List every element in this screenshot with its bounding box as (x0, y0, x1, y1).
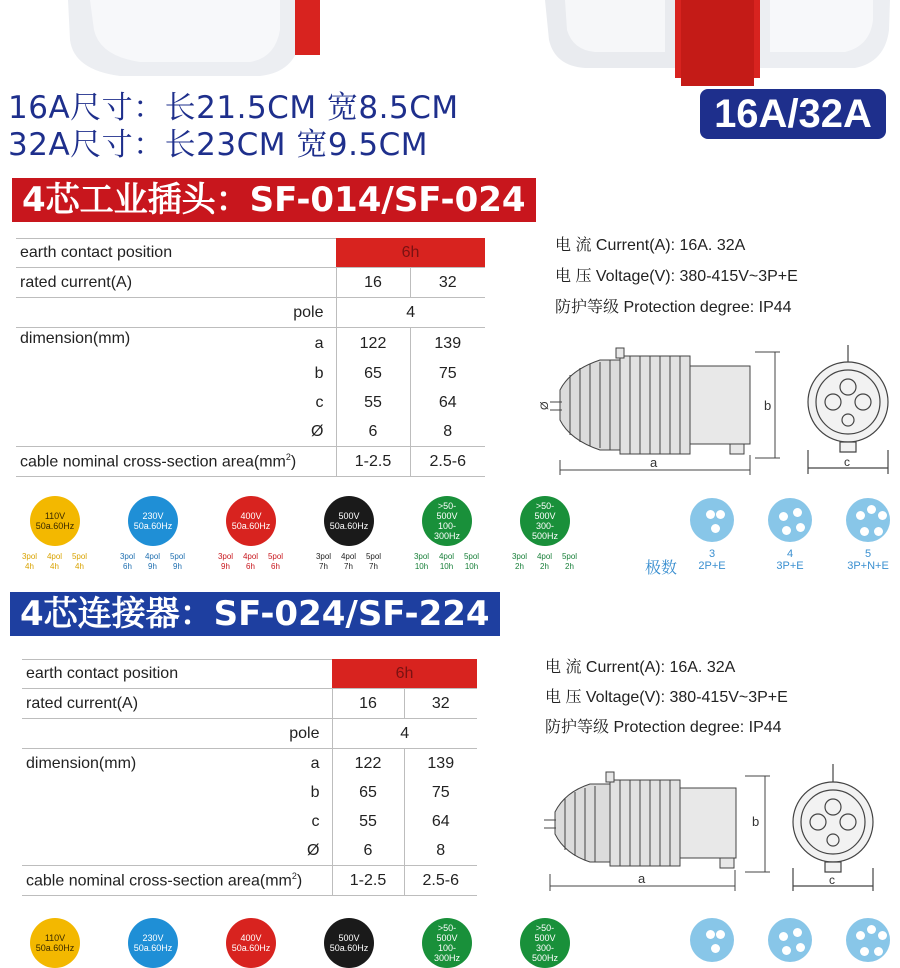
product-photo-plug (60, 0, 320, 78)
voltage-badge-text: 50a.60Hz (35, 943, 75, 953)
pole-hours (311, 552, 386, 572)
pole-hour: 4h (75, 562, 84, 571)
voltage-badge (30, 918, 80, 968)
pole-type: 3pol (21, 552, 38, 561)
voltage-badge-text: 50a.60Hz (329, 521, 369, 531)
pole-type: 4pol (242, 552, 259, 561)
table-row (16, 388, 485, 417)
section1-title: 4芯工业插头：SF-014/SF-024 (12, 178, 536, 222)
voltage-badge (324, 918, 374, 968)
pole-hour: 6h (123, 562, 132, 571)
connector-face-drawing (785, 762, 885, 892)
dim-label-a: a (650, 455, 658, 470)
socket-pole-icon (768, 498, 812, 542)
pole-hour: 9h (148, 562, 157, 571)
dim-key: a (314, 334, 324, 352)
size-16a: 16A尺寸：长21.5CM 宽8.5CM (8, 90, 459, 126)
pole-type: 5pol (71, 552, 88, 561)
voltage-badge-text: 300- (535, 943, 554, 953)
current-label: rated current(A) (22, 689, 332, 719)
product-photo-connector (545, 0, 890, 86)
connector-dimension-drawing (530, 762, 780, 892)
dim-key: c (315, 393, 324, 411)
table-row (22, 807, 477, 836)
voltage-badge (128, 496, 178, 546)
socket-pole-icon (846, 498, 890, 542)
pole-type: 3pol (119, 552, 136, 561)
voltage-badge-text: >50- (535, 501, 555, 511)
pole-type: 3pol (511, 552, 528, 561)
pole-hour: 7h (369, 562, 378, 571)
pole-type: 4pol (46, 552, 63, 561)
pole-hour: 6h (246, 562, 255, 571)
pole-hour: 2h (540, 562, 549, 571)
pole-hours (213, 552, 288, 572)
earth-value: 6h (336, 238, 485, 268)
table-row (16, 238, 485, 268)
pole-hours (115, 552, 190, 572)
dim-a-32: 139 (404, 749, 477, 779)
plug-face-drawing (800, 340, 895, 475)
voltage-badge (226, 496, 276, 546)
pole-hour: 4h (25, 562, 34, 571)
voltage-badge-text: 50a.60Hz (329, 943, 369, 953)
poles-label: 极数 (645, 558, 678, 577)
voltage-badge (520, 918, 570, 968)
dim-phi-16: 6 (336, 417, 410, 447)
voltage-badge-text: >50- (535, 923, 555, 933)
pole-value: 4 (332, 719, 477, 749)
pole-hour: 9h (221, 562, 230, 571)
dim-b-32: 75 (404, 778, 477, 807)
voltage-badge-text: >50- (437, 923, 457, 933)
pole-count: 5 (864, 548, 872, 560)
pole-type: 5pol (463, 552, 480, 561)
pole-type: 5pol (365, 552, 382, 561)
socket-pole-icon (690, 918, 734, 962)
table-row (16, 328, 485, 360)
pole-type: 5pol (267, 552, 284, 561)
dim-a-16: 122 (332, 749, 404, 779)
pole-value: 4 (336, 298, 485, 328)
pole-hours (507, 552, 582, 572)
table-row (22, 659, 477, 689)
pole-hours (409, 552, 484, 572)
earth-label: earth contact position (16, 238, 336, 268)
voltage-badge (30, 496, 80, 546)
pole-hour: 10h (414, 562, 429, 571)
amps-badge: 16A/32A (700, 89, 886, 139)
dim-c-16: 55 (332, 807, 404, 836)
socket-pole-icon (690, 498, 734, 542)
dim-label-phi: Ø (539, 401, 551, 410)
dimension-label: dimension(mm) (26, 754, 137, 772)
spec-table-connector (22, 659, 477, 896)
elec-voltage: 电 压 Voltage(V): 380-415V~3P+E (555, 268, 798, 285)
voltage-badge-text: 230V (142, 933, 164, 943)
pole-count-label (838, 548, 898, 572)
dim-key: Ø (204, 417, 336, 447)
socket-pole-icon (768, 918, 812, 962)
dim-phi-32: 8 (404, 836, 477, 866)
plug-dimension-drawing (530, 340, 790, 480)
dim-key: b (314, 364, 324, 382)
voltage-badge (422, 496, 472, 546)
table-row (16, 298, 485, 328)
pole-type: 5pol (169, 552, 186, 561)
dim-label-b: b (752, 814, 760, 829)
current-label: rated current(A) (16, 268, 336, 298)
pole-hour: 6h (271, 562, 280, 571)
pole-count-label (682, 548, 742, 572)
dimension-label: dimension(mm) (20, 330, 131, 347)
pole-count: 3 (708, 548, 716, 560)
spec-table-plug (16, 238, 485, 477)
voltage-badge-text: 500V (338, 511, 360, 521)
cable-label: cable nominal cross-section $area(mm^2)$ (22, 866, 332, 896)
pole-hour: 9h (173, 562, 182, 571)
voltage-badge-text: 500V (534, 933, 556, 943)
dim-c-16: 55 (336, 388, 410, 417)
voltage-badge-text: 230V (142, 511, 164, 521)
socket-pole-icon (846, 918, 890, 962)
current-16: 16 (336, 268, 410, 298)
table-row (22, 778, 477, 807)
pole-hour: 7h (344, 562, 353, 571)
cable-16: 1-2.5 (332, 866, 404, 896)
pole-config: 3P+E (776, 560, 804, 572)
table-row (16, 417, 485, 447)
table-row (22, 689, 477, 719)
section2-title: 4芯连接器：SF-024/SF-224 (10, 592, 500, 636)
voltage-badge-text: 100- (437, 521, 456, 531)
pole-type: 5pol (561, 552, 578, 561)
voltage-badge-text: 400V (240, 511, 262, 521)
dim-b-16: 65 (336, 359, 410, 388)
voltage-badge-text: 50a.60Hz (231, 521, 271, 531)
voltage-badge (226, 918, 276, 968)
table-row (16, 268, 485, 298)
voltage-badge-text: 500V (338, 933, 360, 943)
voltage-badge (128, 918, 178, 968)
table-row (22, 749, 477, 779)
dim-key: a (310, 754, 320, 772)
earth-value: 6h (332, 659, 477, 689)
earth-label: earth contact position (22, 659, 332, 689)
table-row (22, 866, 477, 896)
pole-hour: 10h (464, 562, 479, 571)
pole-config: 2P+E (698, 560, 726, 572)
pole-hour: 10h (439, 562, 454, 571)
voltage-badge-text: 300- (535, 521, 554, 531)
elec-protection: 防护等级 Protection degree: IP44 (545, 719, 782, 736)
voltage-badge-text: >50- (437, 501, 457, 511)
dim-c-32: 64 (404, 807, 477, 836)
dim-label-b: b (764, 398, 772, 413)
table-row (22, 719, 477, 749)
voltage-badge-text: 400V (240, 933, 262, 943)
pole-label: pole (204, 298, 336, 328)
voltage-badge-text: 500Hz (531, 531, 558, 541)
dim-label-a: a (638, 871, 646, 886)
elec-voltage: 电 压 Voltage(V): 380-415V~3P+E (545, 689, 788, 706)
voltage-badge-text: 500V (534, 511, 556, 521)
voltage-badge-text: 500V (436, 511, 458, 521)
voltage-badge-text: 110V (44, 511, 66, 521)
dim-phi-32: 8 (410, 417, 485, 447)
voltage-badge-text: 300Hz (433, 531, 460, 541)
voltage-badge (422, 918, 472, 968)
cable-32: 2.5-6 (410, 447, 485, 477)
voltage-badge-text: 110V (44, 933, 66, 943)
pole-type: 4pol (144, 552, 161, 561)
dim-key: c (311, 812, 320, 830)
voltage-badge (520, 496, 570, 546)
current-16: 16 (332, 689, 404, 719)
pole-type: 4pol (438, 552, 455, 561)
pole-type: 4pol (340, 552, 357, 561)
dim-b-16: 65 (332, 778, 404, 807)
pole-type: 4pol (536, 552, 553, 561)
voltage-badge-text: 500Hz (531, 953, 558, 963)
voltage-badge-text: 300Hz (433, 953, 460, 963)
cable-16: 1-2.5 (336, 447, 410, 477)
pole-config: 3P+N+E (847, 560, 889, 572)
dim-label-c: c (829, 873, 835, 887)
table-row (22, 836, 477, 866)
voltage-badge-text: 50a.60Hz (231, 943, 271, 953)
dim-key: Ø (210, 836, 332, 866)
voltage-badge-text: 50a.60Hz (133, 943, 173, 953)
current-32: 32 (410, 268, 485, 298)
elec-current: 电 流 Current(A): 16A. 32A (545, 659, 736, 676)
dim-a-32: 139 (410, 328, 485, 360)
dim-c-32: 64 (410, 388, 485, 417)
pole-hour: 4h (50, 562, 59, 571)
pole-hour: 7h (319, 562, 328, 571)
pole-type: 3pol (413, 552, 430, 561)
current-32: 32 (404, 689, 477, 719)
pole-type: 3pol (315, 552, 332, 561)
table-row (16, 447, 485, 477)
pole-type: 3pol (217, 552, 234, 561)
pole-hour: 2h (565, 562, 574, 571)
voltage-badge-text: 50a.60Hz (35, 521, 75, 531)
dim-b-32: 75 (410, 359, 485, 388)
pole-label: pole (210, 719, 332, 749)
dim-label-c: c (844, 455, 850, 469)
voltage-badge-text: 100- (437, 943, 456, 953)
voltage-badge-text: 500V (436, 933, 458, 943)
table-row (16, 359, 485, 388)
pole-hour: 2h (515, 562, 524, 571)
voltage-badge (324, 496, 374, 546)
size-32a: 32A尺寸：长23CM 宽9.5CM (8, 127, 429, 163)
dim-key: b (310, 783, 320, 801)
cable-label: cable nominal cross-section $area(mm^2)$ (16, 447, 336, 477)
pole-count: 4 (786, 548, 794, 560)
elec-current: 电 流 Current(A): 16A. 32A (555, 237, 746, 254)
voltage-badge-text: 50a.60Hz (133, 521, 173, 531)
cable-32: 2.5-6 (404, 866, 477, 896)
elec-protection: 防护等级 Protection degree: IP44 (555, 299, 792, 316)
pole-hours (17, 552, 92, 572)
dim-a-16: 122 (336, 328, 410, 360)
pole-count-label (760, 548, 820, 572)
dim-phi-16: 6 (332, 836, 404, 866)
